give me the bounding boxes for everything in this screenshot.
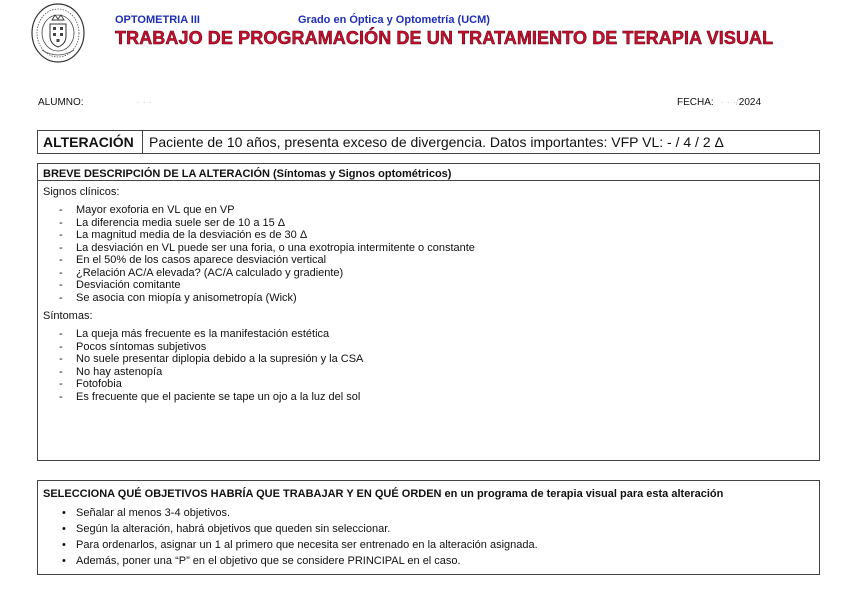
instruction-text: Según la alteración, habrá objetivos que queden sin seleccionar. bbox=[76, 523, 391, 535]
list-item bbox=[38, 328, 819, 341]
course-name: OPTOMETRIA III bbox=[115, 14, 200, 26]
list-item bbox=[38, 341, 819, 354]
fecha-label: FECHA: bbox=[677, 97, 714, 108]
alteracion-label: ALTERACIÓN bbox=[38, 131, 143, 153]
list-item bbox=[38, 553, 819, 569]
descripcion-box bbox=[37, 163, 820, 461]
dash-marker: - bbox=[59, 279, 63, 291]
dash-marker: - bbox=[59, 266, 63, 279]
dash-marker: - bbox=[59, 353, 63, 365]
bullet-marker: • bbox=[62, 523, 66, 535]
university-seal-logo bbox=[30, 2, 86, 64]
dash-marker: - bbox=[59, 241, 63, 254]
instruction-text: Para ordenarlos, asignar un 1 al primero que necesita ser entrenado en la alteración asignada. bbox=[76, 539, 538, 551]
signo-text: La desviación en VL puede ser una foria, o una exotropia intermitente o constante bbox=[76, 241, 475, 254]
sintoma-text: Es frecuente que el paciente se tape un ojo a la luz del sol bbox=[76, 390, 361, 403]
dash-marker: - bbox=[59, 340, 63, 353]
sintomas-label: Síntomas: bbox=[43, 310, 93, 322]
alumno-value-redacted: · · · bbox=[136, 97, 152, 108]
signo-text: La magnitud media de la desviación es de 30 Δ bbox=[76, 229, 308, 241]
dash-marker: - bbox=[59, 365, 63, 378]
list-item bbox=[38, 279, 819, 292]
dash-marker: - bbox=[59, 216, 63, 229]
seleccion-title: SELECCIONA QUÉ OBJETIVOS HABRÍA QUE TRABAJAR Y EN QUÉ ORDEN en un programa de terapia visual para esta alteración bbox=[43, 488, 724, 500]
signo-text: Mayor exoforia en VL que en VP bbox=[76, 204, 235, 216]
instruction-text: Señalar al menos 3-4 objetivos. bbox=[76, 507, 231, 519]
dash-marker: - bbox=[59, 229, 63, 241]
list-item bbox=[38, 254, 819, 267]
alumno-field bbox=[38, 97, 152, 108]
list-item bbox=[38, 204, 819, 217]
fecha-date-redacted: · · ·/ bbox=[720, 97, 739, 108]
list-item bbox=[38, 217, 819, 230]
list-item bbox=[38, 378, 819, 391]
signo-text: Desviación comitante bbox=[76, 279, 181, 291]
list-item bbox=[38, 229, 819, 242]
dash-marker: - bbox=[59, 328, 63, 340]
sintoma-text: No suele presentar diplopia debido a la supresión y la CSA bbox=[76, 353, 364, 365]
list-item bbox=[38, 292, 819, 305]
sintomas-list bbox=[38, 328, 819, 403]
list-item bbox=[38, 366, 819, 379]
alteracion-text: Paciente de 10 años, presenta exceso de divergencia. Datos importantes: VFP VL: - / 4 / 2 Δ bbox=[149, 134, 724, 150]
fecha-field bbox=[677, 97, 761, 108]
list-item bbox=[38, 537, 819, 553]
document-title: TRABAJO DE PROGRAMACIÓN DE UN TRATAMIENTO DE TERAPIA VISUAL bbox=[115, 28, 774, 48]
signo-text: ¿Relación AC/A elevada? (AC/A calculado y gradiente) bbox=[76, 266, 344, 279]
seleccion-list bbox=[38, 505, 819, 569]
signo-text: Se asocia con miopía y anisometropía (Wick) bbox=[76, 291, 297, 304]
list-item bbox=[38, 353, 819, 366]
list-item bbox=[38, 391, 819, 404]
signo-text: La diferencia media suele ser de 10 a 15 Δ bbox=[76, 216, 286, 229]
dash-marker: - bbox=[59, 254, 63, 266]
list-item bbox=[38, 521, 819, 537]
sintoma-text: Pocos síntomas subjetivos bbox=[76, 340, 207, 353]
degree-name: Grado en Óptica y Optometría (UCM) bbox=[298, 14, 490, 26]
dash-marker: - bbox=[59, 291, 63, 304]
bullet-marker: • bbox=[62, 555, 66, 567]
instruction-text: Además, poner una “P” en el objetivo que se considere PRINCIPAL en el caso. bbox=[76, 555, 461, 567]
dash-marker: - bbox=[59, 390, 63, 403]
sintoma-text: No hay astenopía bbox=[76, 365, 163, 378]
descripcion-title: BREVE DESCRIPCIÓN DE LA ALTERACIÓN (Síntomas y Signos optométricos) bbox=[38, 164, 819, 181]
list-item bbox=[38, 242, 819, 255]
seleccion-box bbox=[37, 480, 820, 575]
list-item bbox=[38, 505, 819, 521]
dash-marker: - bbox=[59, 378, 63, 390]
signo-text: En el 50% de los casos aparece desviación vertical bbox=[76, 254, 327, 266]
signos-label: Signos clínicos: bbox=[43, 186, 120, 198]
bullet-marker: • bbox=[62, 507, 66, 519]
alumno-label: ALUMNO: bbox=[38, 97, 84, 108]
dash-marker: - bbox=[59, 204, 63, 216]
sintoma-text: Fotofobia bbox=[76, 378, 122, 390]
signos-list bbox=[38, 204, 819, 304]
alteracion-box bbox=[37, 130, 820, 154]
sintoma-text: La queja más frecuente es la manifestación estética bbox=[76, 328, 330, 340]
list-item bbox=[38, 267, 819, 280]
fecha-year: 2024 bbox=[738, 97, 762, 108]
bullet-marker: • bbox=[62, 539, 66, 551]
